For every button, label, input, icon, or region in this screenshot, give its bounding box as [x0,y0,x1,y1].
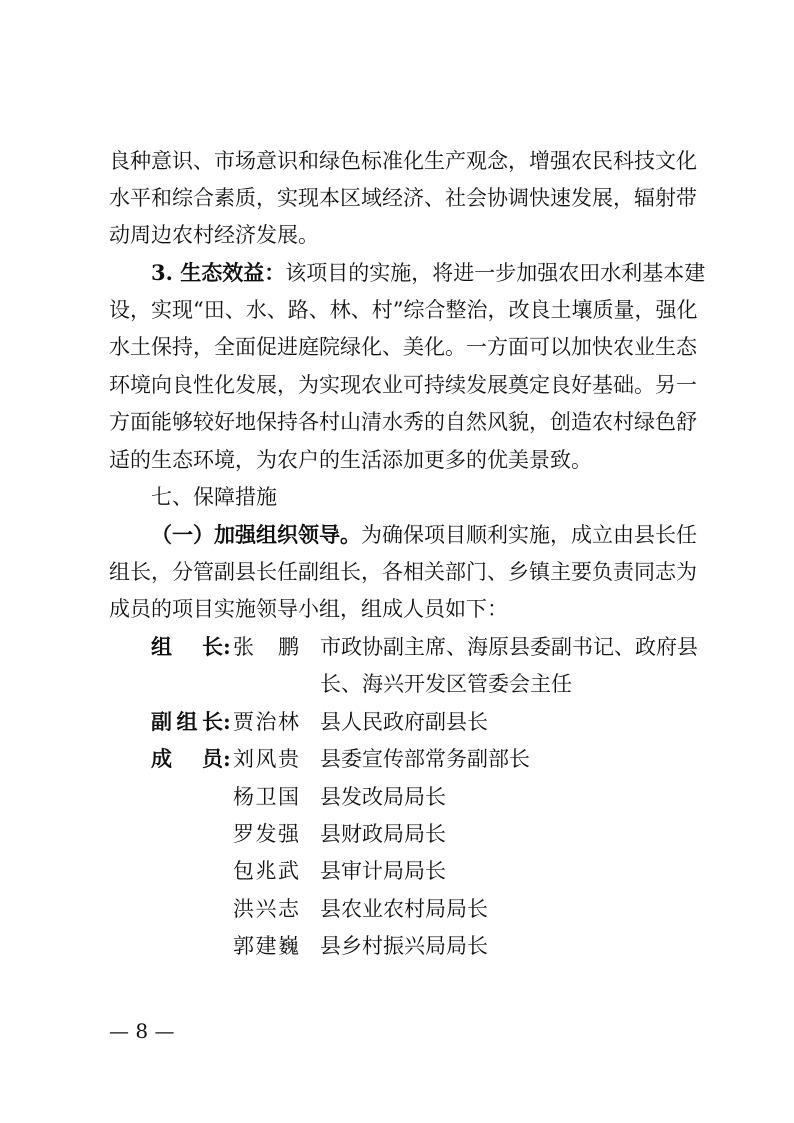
member-name: 刘风贵 [233,747,299,771]
role-label-leader: 组长 [151,634,223,659]
member-duty: 县农业农村局局长 [320,897,488,921]
member-name: 包兆武 [233,859,299,883]
member-name: 洪兴志 [233,897,299,921]
leader-name: 张鹏 [233,635,299,659]
subsection-lead: （一）加强组织领导。 [151,522,361,547]
section-heading: 七、保障措施 [151,485,277,509]
body-text-line: 组长，分管副县长任副组长，各相关部门、乡镇主要负责同志为 [109,560,697,584]
body-text-line: 水土保持，全面促进庭院绿化、美化。一方面可以加快农业生态 [109,335,697,359]
member-duty: 县发改局局长 [320,785,446,809]
member-name: 罗发强 [233,822,299,846]
body-text-line: 动周边农村经济发展。 [109,223,319,247]
body-text-line: 方面能够较好地保持各村山清水秀的自然风貌，创造农村绿色舒 [109,410,697,434]
role-colon: : [223,709,231,734]
page-number: — 8 — [109,1019,175,1043]
section-lead: 3. 生态效益： [151,260,286,285]
body-text: 为确保项目顺利实施，成立由县长任 [361,523,697,547]
body-text-line: 良种意识、市场意识和绿色标准化生产观念，增强农民科技文化 [109,149,697,173]
body-text-line: 设，实现“田、水、路、林、村”综合整治，改良土壤质量，强化 [109,298,698,322]
body-text: 该项目的实施，将进一步加强农田水利基本建 [285,261,706,285]
member-duty: 县委宣传部常务副部长 [320,747,530,771]
body-text-line: 适的生态环境，为农户的生活添加更多的优美景致。 [109,448,592,472]
role-colon: : [223,634,231,659]
leader-duty-line: 长、海兴开发区管委会主任 [320,672,572,696]
member-name: 杨卫国 [233,785,299,809]
role-label-deputy: 副组长 [151,709,223,734]
member-duty: 县审计局局长 [320,859,446,883]
deputy-name: 贾治林 [233,710,299,734]
member-name: 郭建巍 [233,934,299,958]
member-duty: 县财政局局长 [320,822,446,846]
body-text-line [151,522,695,548]
role-label-members: 成员 [151,746,223,771]
body-text-line: 水平和综合素质，实现本区域经济、社会协调快速发展，辐射带 [109,186,697,210]
body-text-line [151,260,706,286]
deputy-duty: 县人民政府副县长 [320,710,488,734]
leader-duty-line: 市政协副主席、海原县委副书记、政府县 [320,635,698,659]
role-colon: : [223,746,231,771]
body-text-line: 环境向良性化发展，为实现农业可持续发展奠定良好基础。另一 [109,373,697,397]
body-text-line: 成员的项目实施领导小组，组成人员如下： [109,597,508,621]
member-duty: 县乡村振兴局局长 [320,934,488,958]
